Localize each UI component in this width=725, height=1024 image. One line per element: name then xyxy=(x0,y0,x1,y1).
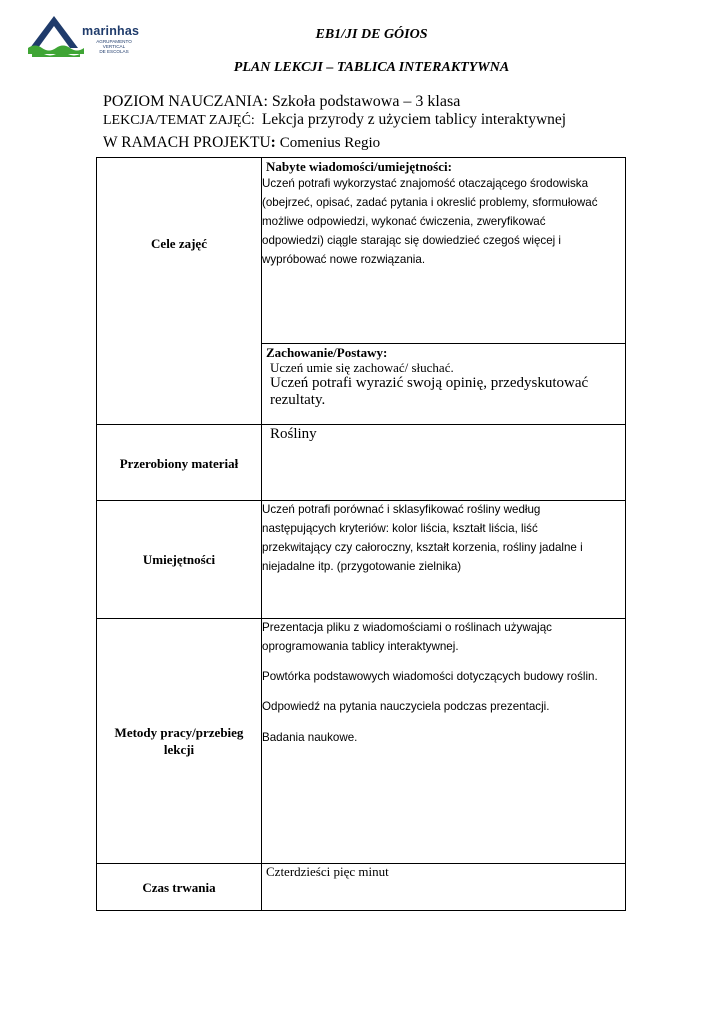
attitude-line-2: Uczeń potrafi wyrazić swoją opinię, przedyskutować xyxy=(270,375,589,391)
skills-label: Umiejętności xyxy=(142,552,216,567)
lesson-topic-value: Lekcja przyrody z użyciem tablicy interaktywnej xyxy=(261,111,567,128)
attitude-cell xyxy=(262,345,624,409)
project-label: W RAMACH PROJEKTU xyxy=(103,134,271,151)
lesson-plan-table xyxy=(96,157,626,911)
document-title: PLAN LEKCJI – TABLICA INTERAKTYWNA xyxy=(233,60,510,75)
methods-item: Prezentacja pliku z wiadomościami o roślinach używając xyxy=(262,621,552,634)
methods-item: Odpowiedź na pytania nauczyciela podczas prezentacji. xyxy=(262,700,550,713)
knowledge-text: Uczeń potrafi wykorzystać znajomość otaczającego środowiska (obejrzeć, opisać, zadać pytania i okreslić problemy, sformułować możliwe odpowiedzi, wykonać ćwiczenia, zweryfikować odpowiedzi) ciągle starając się dowiedzieć czegoś więcej i wypróbować nowe rozwiązania. xyxy=(262,177,598,266)
lesson-topic-label: LEKCJA/TEMAT ZAJ xyxy=(103,113,234,128)
teaching-level-line xyxy=(103,93,460,111)
attitude-line-1: Uczeń umie się zachować/ słuchać. xyxy=(270,360,454,375)
lesson-topic-label-accent: Ę xyxy=(233,113,242,128)
methods-item: oprogramowania tablicy interaktywnej. xyxy=(262,640,459,653)
project-colon: : xyxy=(270,134,276,151)
material-value: Rośliny xyxy=(270,426,317,442)
material-label: Przerobiony materiał xyxy=(119,456,239,471)
lesson-topic-line xyxy=(103,111,566,129)
row-divider xyxy=(261,343,625,344)
skills-text: Uczeń potrafi porównać i sklasyfikować rośliny według następujących kryteriów: kolor liścia, kształt liścia, liść przekwitający czy całoroczny, kształt korzenia, rośliny jadalne i niejadalne itp. (przygotowanie zielnika) xyxy=(262,503,583,573)
logo-brand-text: marinhas xyxy=(82,24,140,38)
attitude-line-3: rezultaty. xyxy=(270,392,326,408)
methods-text xyxy=(262,618,624,747)
project-line xyxy=(103,134,380,152)
school-header: EB1/JI DE GÓIOS xyxy=(315,27,428,42)
project-value: Comenius Regio xyxy=(279,135,381,151)
duration-label: Czas trwania xyxy=(142,880,216,895)
methods-item: Powtórka podstawowych wiadomości dotyczących budowy roślin. xyxy=(262,670,598,683)
logo-subtitle: AGRUPAMENTO VERTICAL DE ESCOLAS xyxy=(96,39,132,54)
teaching-level-label: POZIOM NAUCZANIA: xyxy=(103,93,268,110)
lesson-topic-label-end: Ć: xyxy=(241,113,255,128)
teaching-level-value: Szkoła podstawowa – 3 klasa xyxy=(271,93,461,110)
knowledge-heading: Nabyte wiadomości/umiejętności: xyxy=(266,159,452,174)
attitude-heading: Zachowanie/Postawy: xyxy=(266,345,388,360)
goals-label: Cele zajęć xyxy=(151,236,207,251)
knowledge-cell xyxy=(262,159,624,269)
methods-item: Badania naukowe. xyxy=(262,731,358,744)
duration-value: Czterdzieści pięc minut xyxy=(266,864,389,879)
methods-label: Metody pracy/przebieg lekcji xyxy=(114,725,244,757)
